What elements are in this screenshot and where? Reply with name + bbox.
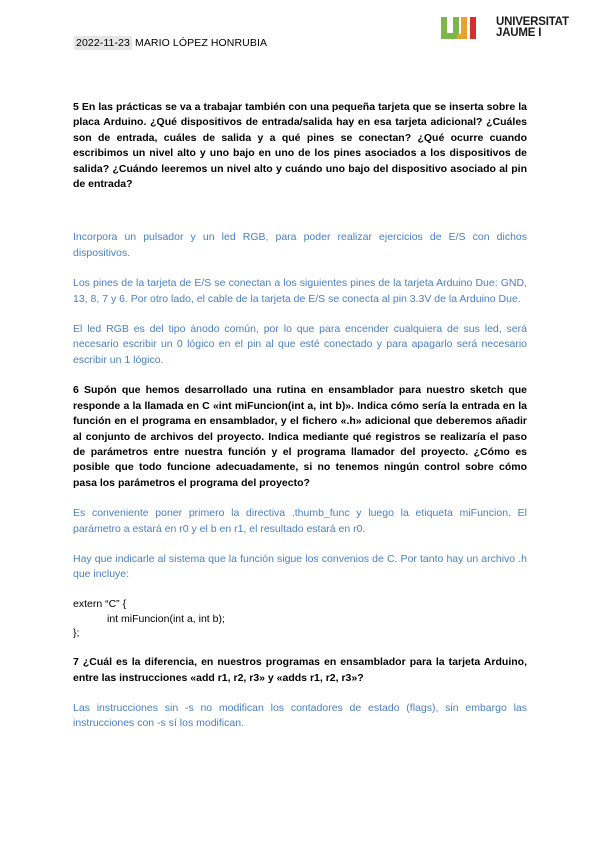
header-date: 2022-11-23 bbox=[76, 37, 130, 49]
answer-6-paragraph-1: Es conveniente poner primero la directiva .thumb_func y luego la etiqueta miFuncion. El parámetro a estará en r0 y el b en r1, el resultado estará en r0. bbox=[73, 507, 527, 535]
logo-line-2: JAUME I bbox=[496, 27, 542, 39]
question-6: 6 Supón que hemos desarrollado una rutina en ensamblador para nuestro sketch que responde a la llamada en C «int miFuncion(int a, int b)». Indica cómo sería la entrada en la función en el programa en ensamblador, y el fichero «.h» adicional que deberemos añadir al conjunto de archivos del proyecto. Indica mediante qué registros se realizaría el paso de parámetros entre nuestra función y el programa llamador del proyecto. ¿Cómo es posible que todo funcione adecuadamente, si no tenemos ningún control sobre cómo pasa los parámetros el programa del proyecto? bbox=[73, 384, 527, 489]
answer-5-paragraph-3: El led RGB es del tipo ánodo común, por lo que para encender cualquiera de sus led, será necesario escribir un 0 lógico en el pin al que esté conectado y para apagarlo será necesario escribir un 1 lógico. bbox=[73, 323, 527, 366]
header-author: MARIO LÓPEZ HONRUBIA bbox=[134, 37, 268, 49]
answer-5-paragraph-1: Incorpora un pulsador y un led RGB, para poder realizar ejercicios de E/S con dichos dispositivos. bbox=[73, 231, 527, 259]
code-line-2: int miFuncion(int a, int b); bbox=[107, 612, 225, 625]
answer-6-paragraph-2: Hay que indicarle al sistema que la función sigue los convenios de C. Por tanto hay un archivo .h que incluye: bbox=[73, 552, 527, 581]
answer-5-paragraph-2: Los pines de la tarjeta de E/S se conectan a los siguientes pines de la tarjeta Arduino Due: GND, 13, 8, 7 y 6. Por otro lado, el cable de la tarjeta de E/S se conecta al pin 3.3V de la Arduino Due. bbox=[73, 277, 527, 305]
question-5: 5 En las prácticas se va a trabajar también con una pequeña tarjeta que se inserta sobre la placa Arduino. ¿Qué dispositivos de entrada/salida hay en esa tarjeta adicional? ¿Cuáles son de entrada, cuáles de salida y a qué pines se conectan? ¿Qué ocurre cuando escribimos un nivel alto y uno bajo en uno de los pines asociados a los dispositivos de salida? ¿Cuándo leeremos un nivel alto y cuándo uno bajo del dispositivo asociado al pin de entrada? bbox=[73, 101, 527, 191]
logo-text bbox=[496, 17, 569, 39]
uji-logo-icon bbox=[441, 17, 493, 41]
code-line-1: extern “C” { bbox=[73, 597, 127, 610]
code-block bbox=[73, 597, 527, 641]
code-line-3: }; bbox=[73, 627, 80, 640]
question-7: 7 ¿Cuál es la diferencia, en nuestros programas en ensamblador para la tarjeta Arduino, entre las instrucciones «add r1, r2, r3» y «adds r1, r2, r3»? bbox=[73, 656, 527, 684]
university-logo bbox=[441, 17, 581, 45]
page-header bbox=[74, 37, 267, 49]
answer-7-paragraph-1: Las instrucciones sin -s no modifican los contadores de estado (flags), sin embargo las instrucciones con -s sí los modifican. bbox=[73, 701, 527, 730]
document-body bbox=[73, 100, 527, 732]
logo-line-1: UNIVERSITAT bbox=[496, 16, 569, 28]
